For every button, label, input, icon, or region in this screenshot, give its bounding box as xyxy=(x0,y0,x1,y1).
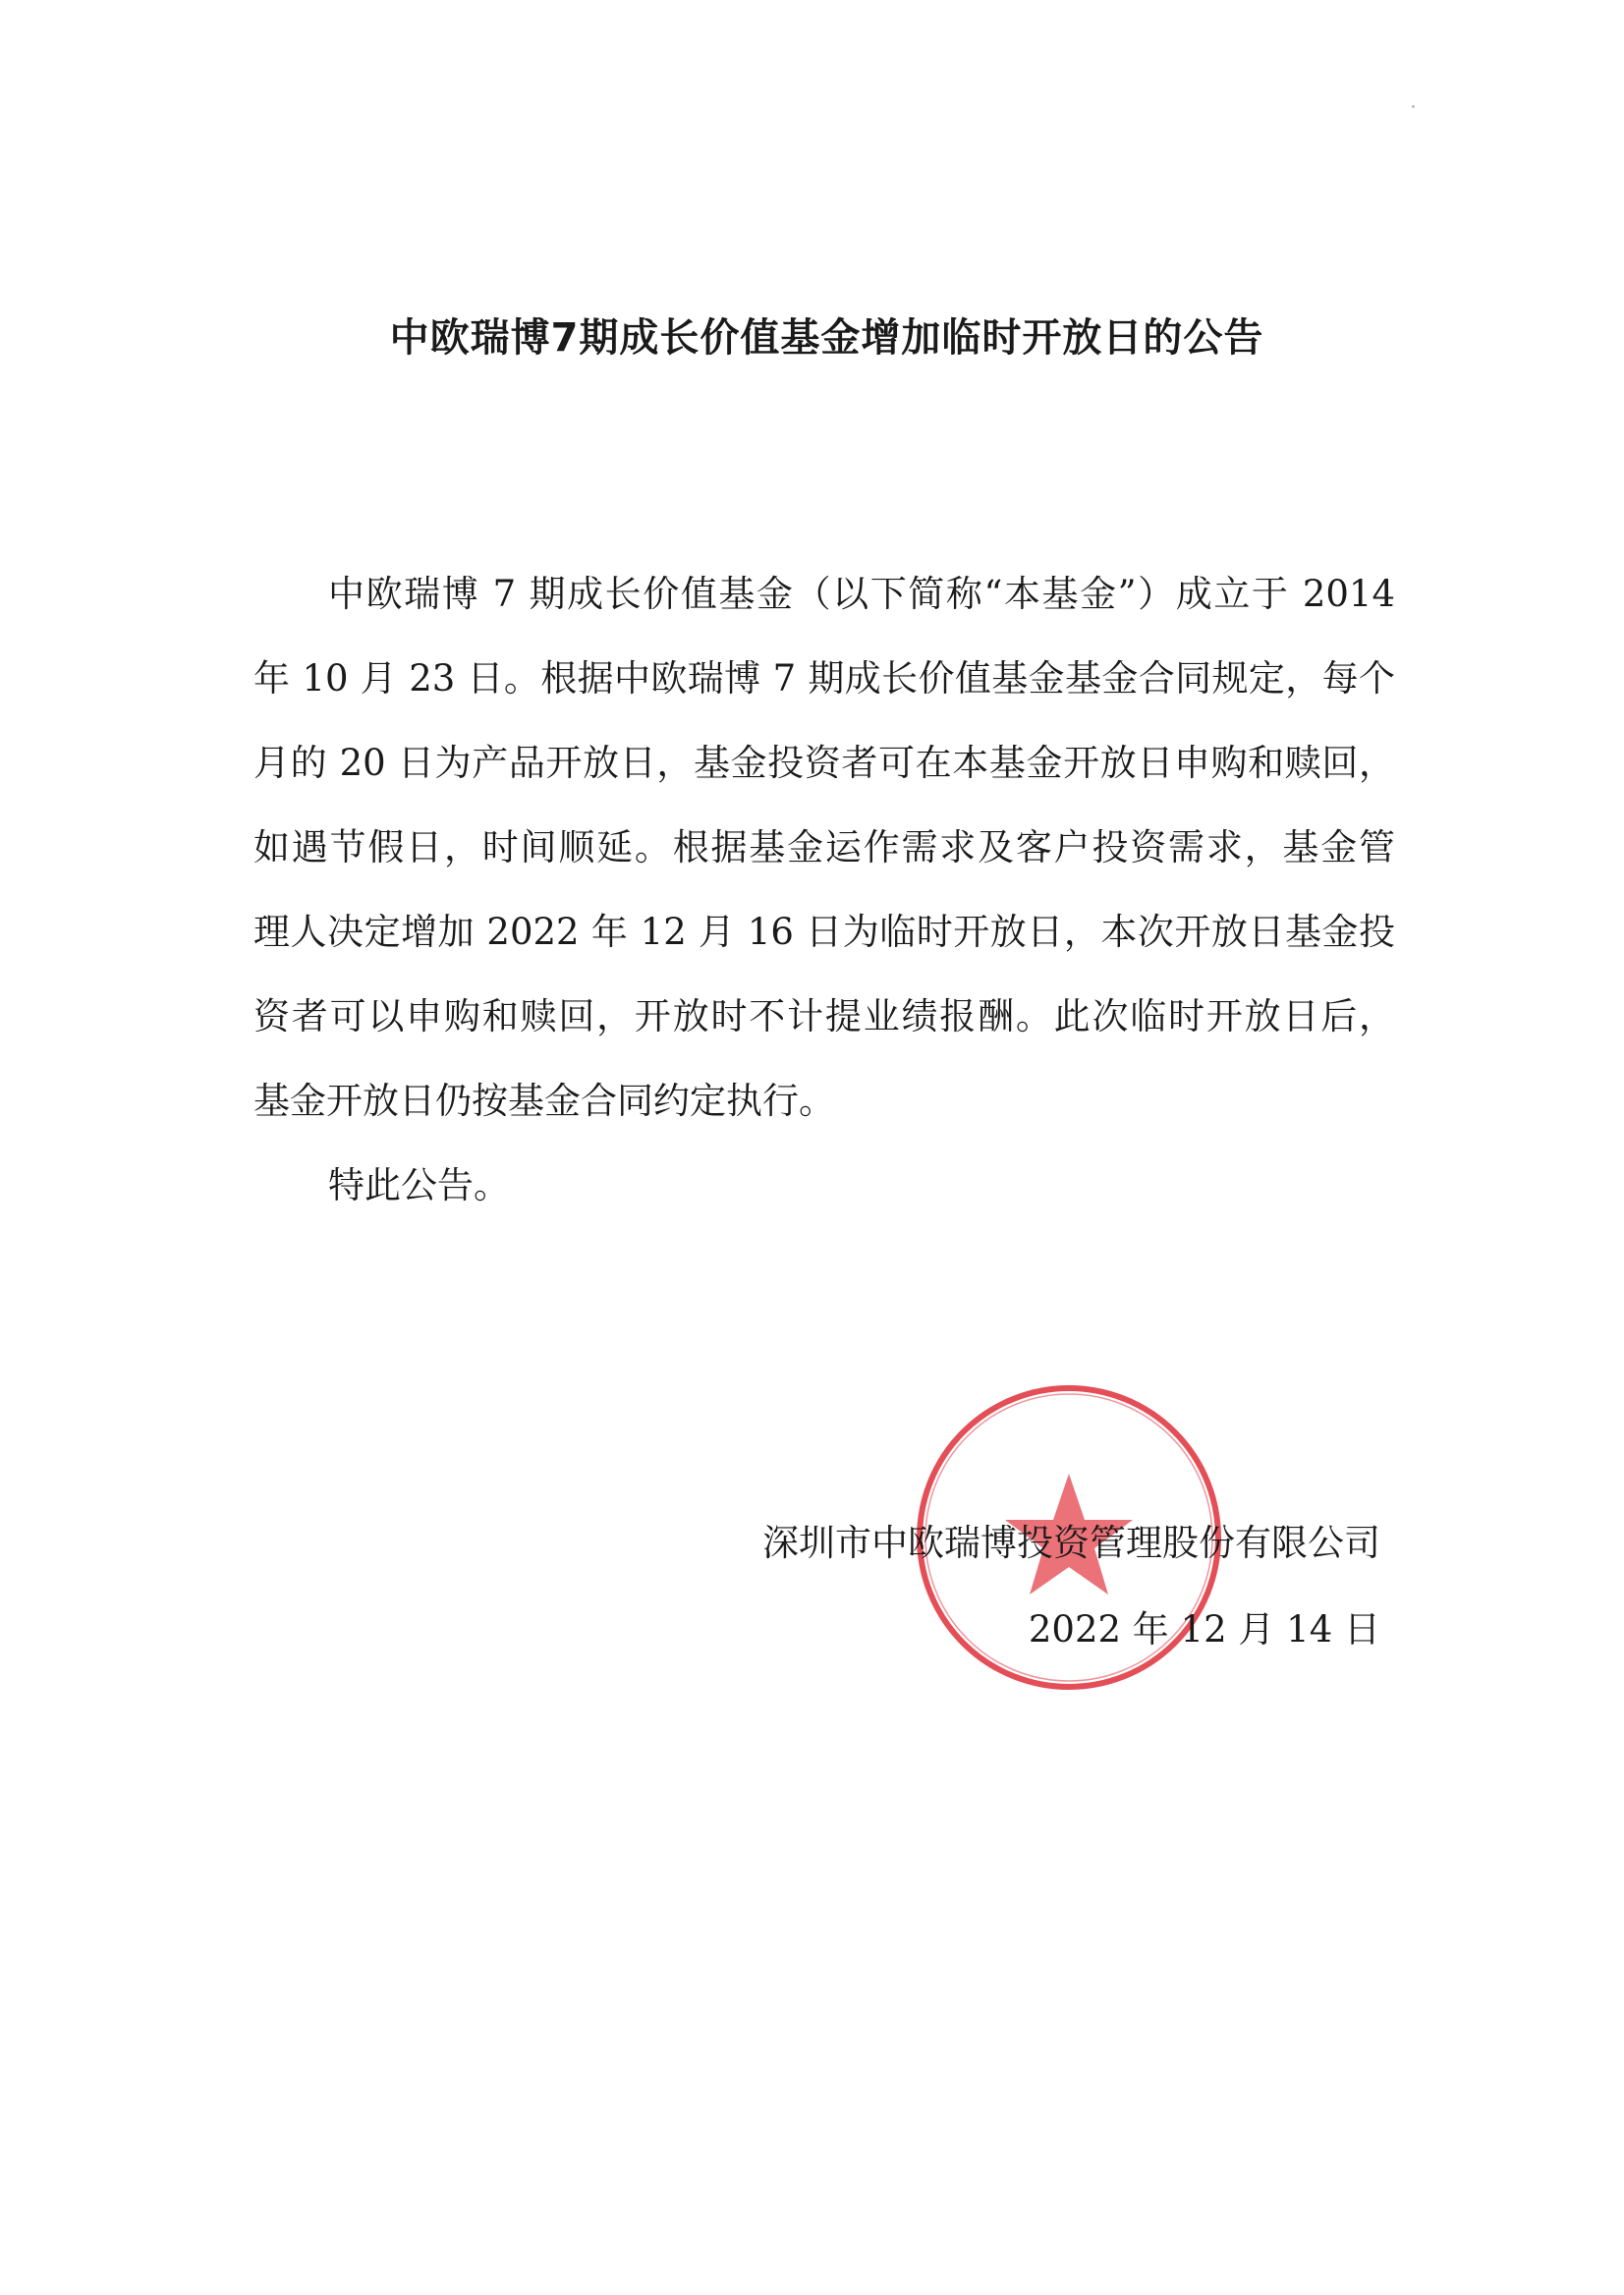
body-line: 资者可以申购和赎回，开放时不计提业绩报酬。此次临时开放日后， xyxy=(253,995,1395,1037)
signatory-company: 深圳市中欧瑞博投资管理股份有限公司 xyxy=(762,1522,1380,1564)
closing-text: 特此公告。 xyxy=(328,1164,510,1206)
body-line: 理人决定增加 2022 年 12 月 16 日为临时开放日，本次开放日基金投 xyxy=(253,911,1395,953)
announcement-date: 2022 年 12 月 14 日 xyxy=(1028,1608,1380,1651)
body-line: 月的 20 日为产品开放日，基金投资者可在本基金开放日申购和赎回， xyxy=(253,742,1395,784)
body-line: 如遇节假日，时间顺延。根据基金运作需求及客户投资需求，基金管 xyxy=(253,826,1395,868)
scan-speck xyxy=(1412,105,1415,108)
announcement-body xyxy=(253,568,1395,1244)
document-title: 中欧瑞博7期成长价值基金增加临时开放日的公告 xyxy=(389,315,1264,361)
body-line: 中欧瑞博 7 期成长价值基金（以下简称“本基金”）成立于 2014 xyxy=(328,573,1395,615)
body-line: 基金开放日仍按基金合同约定执行。 xyxy=(253,1080,835,1122)
body-line: 年 10 月 23 日。根据中欧瑞博 7 期成长价值基金基金合同规定，每个 xyxy=(253,657,1395,700)
